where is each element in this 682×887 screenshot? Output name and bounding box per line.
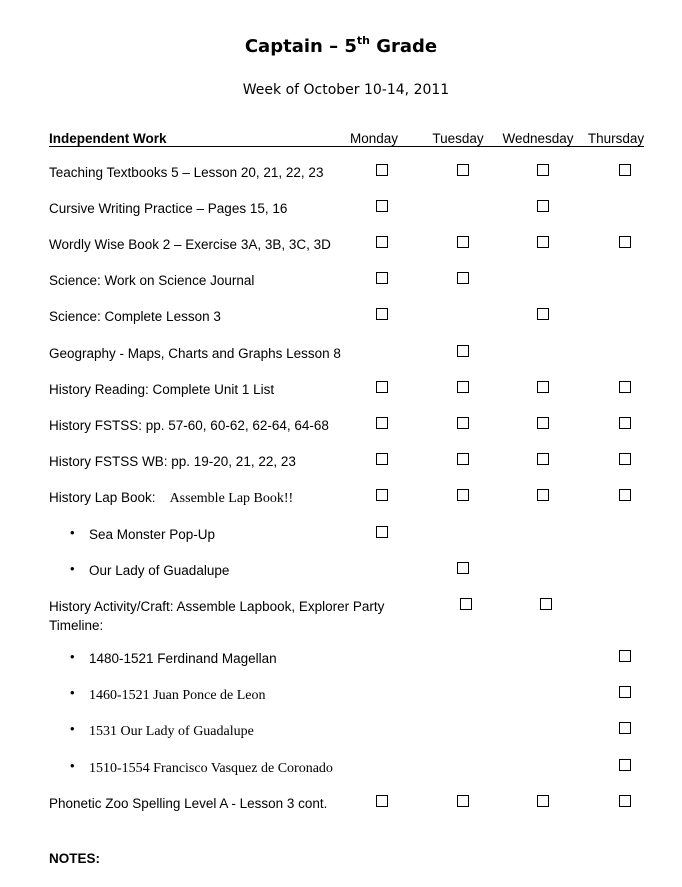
task-label-text: History FSTSS WB: pp. 19-20, 21, 22, 23	[49, 454, 296, 469]
task-label-text: 1480-1521 Ferdinand Magellan	[89, 651, 277, 666]
task-label-text: History FSTSS: pp. 57-60, 60-62, 62-64, 64-68	[49, 418, 329, 433]
task-label	[49, 380, 274, 399]
task-label-text: Cursive Writing Practice – Pages 15, 16	[49, 201, 288, 216]
checkbox-wednesday[interactable]	[537, 489, 549, 501]
checkbox-wednesday[interactable]	[537, 381, 549, 393]
task-label-text: Science: Work on Science Journal	[49, 273, 255, 288]
notes-label: NOTES:	[49, 851, 101, 866]
section-label: Independent Work	[49, 131, 167, 146]
task-label	[49, 271, 254, 290]
checkbox-monday[interactable]	[376, 164, 388, 176]
checkbox-tuesday[interactable]	[457, 164, 469, 176]
task-label-extra: Assemble Lap Book!!	[169, 491, 294, 506]
checkbox-monday[interactable]	[376, 308, 388, 320]
task-label	[49, 163, 323, 182]
checkbox-thursday[interactable]	[619, 686, 631, 698]
checkbox-wednesday[interactable]	[537, 453, 549, 465]
checkbox-monday[interactable]	[376, 453, 388, 465]
checkbox-thursday[interactable]	[619, 759, 631, 771]
task-label-text: Wordly Wise Book 2 – Exercise 3A, 3B, 3C, 3D	[49, 237, 331, 252]
task-label-text: Teaching Textbooks 5 – Lesson 20, 21, 22, 23	[49, 165, 324, 180]
task-label	[49, 452, 296, 471]
task-label-text: Geography - Maps, Charts and Graphs Lesson 8	[49, 346, 341, 361]
task-label	[89, 758, 333, 778]
bullet-icon: •	[70, 758, 75, 773]
checkbox-monday[interactable]	[376, 272, 388, 284]
task-label	[49, 416, 329, 435]
day-header-monday: Monday	[349, 131, 399, 146]
checkbox-wednesday[interactable]	[540, 598, 552, 610]
checkbox-wednesday[interactable]	[537, 200, 549, 212]
checkbox-thursday[interactable]	[619, 453, 631, 465]
day-header-thursday: Thursday	[587, 131, 645, 146]
checkbox-monday[interactable]	[376, 489, 388, 501]
task-label-text: Phonetic Zoo Spelling Level A - Lesson 3 cont.	[49, 796, 328, 811]
task-label-text: History Activity/Craft: Assemble Lapbook, Explorer Party	[49, 599, 385, 614]
checkbox-thursday[interactable]	[619, 795, 631, 807]
task-label-text: 1460-1521 Juan Ponce de Leon	[89, 688, 266, 703]
checkbox-thursday[interactable]	[619, 417, 631, 429]
task-label-text: 1510-1554 Francisco Vasquez de Coronado	[89, 761, 333, 776]
checkbox-monday[interactable]	[376, 236, 388, 248]
task-label	[49, 235, 331, 254]
checkbox-monday[interactable]	[376, 526, 388, 538]
checkbox-thursday[interactable]	[619, 236, 631, 248]
task-label	[89, 525, 215, 544]
task-label-text: Sea Monster Pop-Up	[89, 527, 216, 542]
checkbox-tuesday[interactable]	[457, 417, 469, 429]
task-label	[49, 597, 384, 635]
checkbox-monday[interactable]	[376, 417, 388, 429]
day-header-tuesday: Tuesday	[432, 131, 484, 146]
checkbox-wednesday[interactable]	[537, 795, 549, 807]
checkbox-thursday[interactable]	[619, 722, 631, 734]
task-label	[49, 199, 287, 218]
task-label-text: History Reading: Complete Unit 1 List	[49, 382, 275, 397]
checkbox-wednesday[interactable]	[537, 164, 549, 176]
checkbox-tuesday[interactable]	[460, 598, 472, 610]
checkbox-tuesday[interactable]	[457, 453, 469, 465]
checkbox-monday[interactable]	[376, 381, 388, 393]
bullet-icon: •	[70, 721, 75, 736]
task-label-text: History Lap Book:	[49, 490, 156, 505]
checkbox-monday[interactable]	[376, 200, 388, 212]
task-label	[49, 488, 293, 508]
task-label-text: 1531 Our Lady of Guadalupe	[89, 724, 254, 739]
task-label	[49, 307, 221, 326]
task-label	[89, 649, 277, 668]
checkbox-thursday[interactable]	[619, 489, 631, 501]
title-suffix: Grade	[369, 36, 438, 57]
checkbox-thursday[interactable]	[619, 164, 631, 176]
checkbox-tuesday[interactable]	[457, 236, 469, 248]
task-label-text: Science: Complete Lesson 3	[49, 309, 221, 324]
bullet-icon: •	[70, 561, 75, 576]
task-label-continued: Timeline:	[49, 618, 104, 633]
bullet-icon: •	[70, 649, 75, 664]
task-label-text: Our Lady of Guadalupe	[89, 563, 230, 578]
checkbox-monday[interactable]	[376, 795, 388, 807]
task-label	[49, 344, 341, 363]
checkbox-tuesday[interactable]	[457, 489, 469, 501]
checkbox-wednesday[interactable]	[537, 308, 549, 320]
task-label	[89, 685, 266, 705]
task-label	[89, 561, 229, 580]
checkbox-thursday[interactable]	[619, 650, 631, 662]
header-underline	[49, 146, 644, 147]
day-header-wednesday: Wednesday	[502, 131, 574, 146]
checkbox-tuesday[interactable]	[457, 345, 469, 357]
title-prefix: Captain – 5	[244, 36, 357, 57]
checkbox-wednesday[interactable]	[537, 236, 549, 248]
checkbox-thursday[interactable]	[619, 381, 631, 393]
week-subtitle: Week of October 10-14, 2011	[242, 82, 450, 98]
title-superscript: th	[356, 34, 370, 47]
page-title	[0, 34, 682, 57]
checkbox-tuesday[interactable]	[457, 795, 469, 807]
checkbox-tuesday[interactable]	[457, 272, 469, 284]
task-label	[89, 721, 254, 741]
checkbox-tuesday[interactable]	[457, 562, 469, 574]
bullet-icon: •	[70, 525, 75, 540]
task-label	[49, 794, 327, 813]
checkbox-tuesday[interactable]	[457, 381, 469, 393]
checkbox-wednesday[interactable]	[537, 417, 549, 429]
bullet-icon: •	[70, 685, 75, 700]
